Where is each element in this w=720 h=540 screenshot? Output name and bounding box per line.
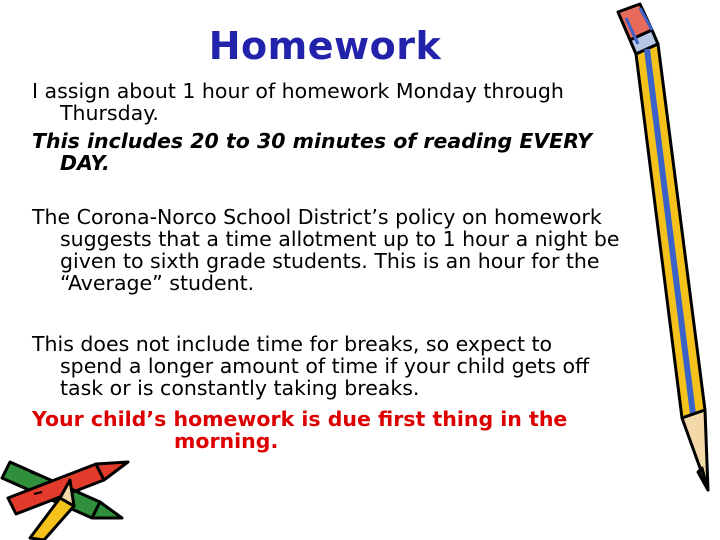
paragraph-line: DAY. <box>60 151 110 175</box>
pencil-icon <box>610 0 720 540</box>
paragraph-breaks <box>32 333 672 399</box>
paragraph-district-policy <box>32 206 672 294</box>
paragraph-line: Thursday. <box>60 101 159 125</box>
paragraph-line: suggests that a time allotment up to 1 hour a night be <box>60 227 620 251</box>
paragraph-line: This includes 20 to 30 minutes of reading EVERY <box>32 129 592 153</box>
paragraph-line: morning. <box>174 429 279 453</box>
slide-title: Homework <box>208 24 442 68</box>
paragraph-reading <box>32 130 672 174</box>
paragraph-line: The Corona-Norco School District’s policy on homework <box>32 205 602 229</box>
paragraph-line: I assign about 1 hour of homework Monday through <box>32 79 564 103</box>
paragraph-line: task or is constantly taking breaks. <box>60 376 420 400</box>
paragraph-line: “Average” student. <box>60 271 255 295</box>
paragraph-line: given to sixth grade students. This is an hour for the <box>60 249 600 273</box>
crayons-icon <box>0 440 160 540</box>
paragraph-line: spend a longer amount of time if your child gets off <box>60 354 590 378</box>
paragraph-line: Your child’s homework is due first thing in the <box>32 407 568 431</box>
paragraph-line: This does not include time for breaks, so expect to <box>32 332 553 356</box>
paragraph-homework-amount <box>32 80 672 124</box>
